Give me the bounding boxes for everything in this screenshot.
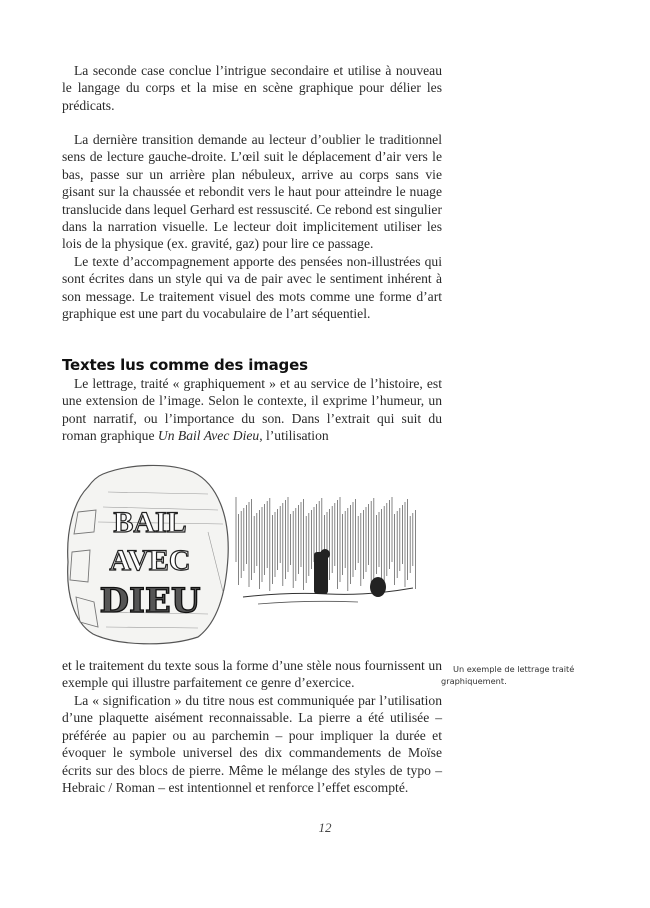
paragraph-4-lead: Le lettrage, traité « graphiquement » et au service de l’histoire, est une extension de l’image. Selon le contexte, il exprime l’humeur, un pont narratif, ou l’importance du son. Dans l’extrait qui suit du roman graphique [62,376,442,444]
stele-word-2: AVEC [109,544,191,577]
paragraph-6 [62,692,442,796]
paragraph-5-text: et le traitement du texte sous la forme d’une stèle nous fournissent un exemple qui illustre parfaitement ce genre d’exercice. [62,658,442,691]
paragraph-4-text [62,375,442,445]
section-heading: Textes lus comme des images [62,356,308,374]
book-title: Un Bail Avec Dieu [157,428,260,444]
paragraph-4 [62,375,442,445]
paragraph-3-text: Le texte d’accompagnement apporte des pensées non-illustrées qui sont écrites dans un style qui va de pair avec le sentiment inhérent à son message. Le traitement visuel des mots comme une forme d’art graphique est une part du vocabulaire de l’art séquentiel. [62,254,442,322]
crouching-figure [370,577,386,597]
paragraph-5 [62,657,442,692]
paragraph-6-text: La « signification » du titre nous est communiquée par l’utilisation d’une plaquette aisément reconnaissable. La pierre a été utilisée – préférée au papier ou au parchemin – pour impliquer la durée et évoquer le symbole universel des dix commandements de Moïse écrits sur des blocs de pierre. Même le mélange des styles de typo – Hebraic / Roman – est intentionnel et renforce l’effet escompté. [62,693,442,796]
paragraph-1-text: La seconde case conclue l’intrigue secondaire et utilise à nouveau le langage du corps et la mise en scène graphique pour délier les prédicats. [62,63,442,113]
stele-word-3: DIEU [99,581,201,621]
stele-word-1: BAIL [113,506,187,539]
figure-caption: Un exemple de lettrage traité graphiquement. [441,664,575,686]
paragraph-2-text: La dernière transition demande au lecteur d’oublier le traditionnel sens de lecture gauche-droite. L’œil suit le déplacement d’air vers le bas, passe sur un arrière plan nébuleux, arrive au corps sans vie gisant sur la chaussée et rebondit vers le haut pour atteindre le nuage translucide dans lequel Gerhard est ressuscité. Ce rebond est singulier dans la narration visuelle. Le lecteur doit implicitement utiliser les lois de la physique (ex. gravité, gaz) pour lire ce passage. [62,132,442,252]
paragraph-2 [62,131,442,253]
page-number: 12 [318,820,332,835]
paragraph-4-tail: , l’utilisation [259,428,329,444]
rain-scene-illustration [228,492,428,617]
paragraph-1 [62,62,442,114]
paragraph-3 [62,253,442,323]
stone-stele-illustration [58,462,238,647]
